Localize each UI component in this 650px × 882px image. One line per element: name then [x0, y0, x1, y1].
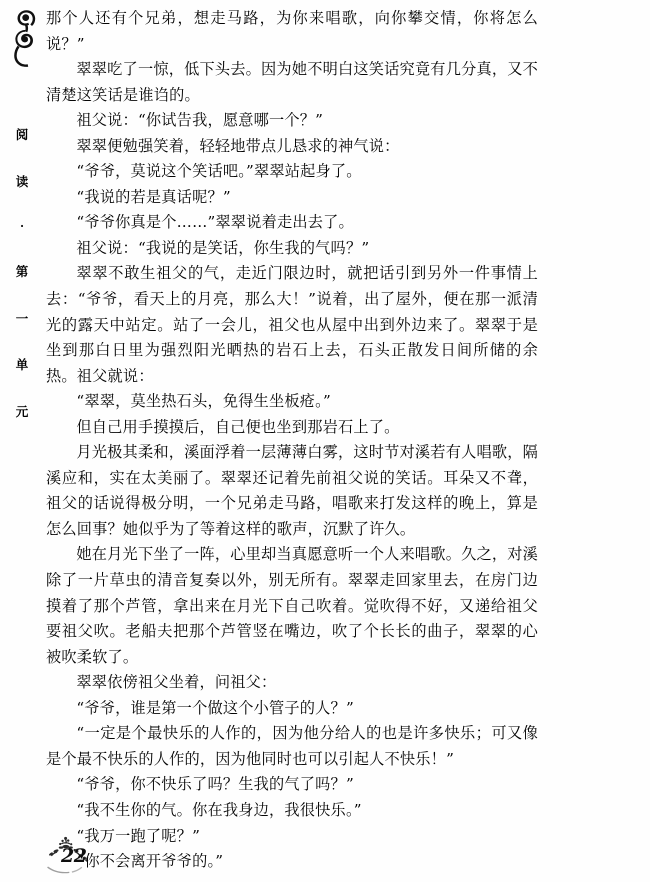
left-margin-column [0, 0, 87, 882]
paragraph: 翠翠不敢生祖父的气，走近门限边时，就把话引到另外一件事情上去：“爷爷，看天上的月亮，那么大！”说着，出了屋外，便在那一派清光的露天中站定。站了一会儿，祖父也从屋中出到外边来了。翠翠于是坐到那白日里为强烈阳光晒热的岩石上去，石头正散发日间所储的余热。祖父就说： [46, 264, 538, 385]
paragraph: 祖父说：“我说的是笑话，你生我的气吗？” [76, 238, 370, 257]
paragraph: “我说的若是真话呢？” [76, 187, 231, 206]
paragraph: “爷爷，你不快乐了吗？生我的气了吗？” [76, 775, 354, 794]
body-text-column [46, 6, 538, 875]
paragraph: 翠翠便勉强笑着，轻轻地带点儿恳求的神气说： [76, 136, 400, 155]
scroll-flourish-ornament [6, 8, 42, 70]
paragraph: “翠翠，莫坐热石头，免得生坐板疮。” [76, 392, 331, 411]
paragraph: “爷爷，谁是第一个做这个小管子的人？” [76, 698, 354, 717]
paragraph: 翠翠依傍祖父坐着，问祖父： [76, 673, 277, 692]
paragraph: “你不会离开爷爷的。” [76, 852, 224, 871]
paragraph: 祖父说：“你试告我，愿意哪一个？” [76, 111, 324, 130]
paragraph: “我不生你的气。你在我身边，我很快乐。” [76, 800, 362, 819]
paragraph: “我万一跑了呢？” [76, 826, 201, 845]
running-head-char: 一 [15, 310, 29, 326]
paragraph: “爷爷你真是个……”翠翠说着走出去了。 [76, 213, 354, 232]
running-head-char: 读 [15, 173, 29, 189]
running-head [11, 96, 33, 450]
paragraph: “爷爷，莫说这个笑话吧。”翠翠站起身了。 [76, 162, 362, 181]
page-number: 22 [61, 845, 87, 867]
paragraph: 月光极其柔和，溪面浮着一层薄薄白雾，这时节对溪若有人唱歌，隔溪应和，实在太美丽了。翠翠还记着先前祖父说的笑话。耳朵又不聋，祖父的话说得极分明，一个兄弟走马路，唱歌来打发这样的晚上，算是怎么回事？她似乎为了等着这样的歌声，沉默了许久。 [46, 443, 539, 538]
paragraph: 翠翠吃了一惊，低下头去。因为她不明白这笑话究竟有几分真，又不清楚这笑话是谁诌的。 [46, 60, 539, 104]
paragraph: 但自己用手摸摸后，自己便也坐到那岩石上了。 [76, 417, 400, 436]
running-head-char: 第 [15, 264, 29, 279]
paragraph: “一定是个最快乐的人作的，因为他分给人的也是许多快乐；可又像是个最不快乐的人作的，因为他同时也可以引起人不快乐！” [46, 724, 538, 768]
paragraph: 那个人还有个兄弟，想走马路，为你来唱歌，向你攀交情，你将怎么说？” [46, 9, 538, 53]
running-head-char: 阅 [15, 127, 29, 142]
running-head-separator: · [20, 220, 24, 233]
running-head-char: 元 [15, 403, 29, 419]
running-head-char: 单 [15, 357, 29, 372]
paragraph: 她在月光下坐了一阵，心里却当真愿意听一个人来唱歌。久之，对溪除了一片草虫的清音复奏以外，别无所有。翠翠走回家里去，在房门边摸着了那个芦管，拿出来在月光下自己吹着。觉吹得不好，又递给祖父要祖父吹。老船夫把那个芦管竖在嘴边，吹了个长长的曲子，翠翠的心被吹柔软了。 [46, 545, 539, 666]
